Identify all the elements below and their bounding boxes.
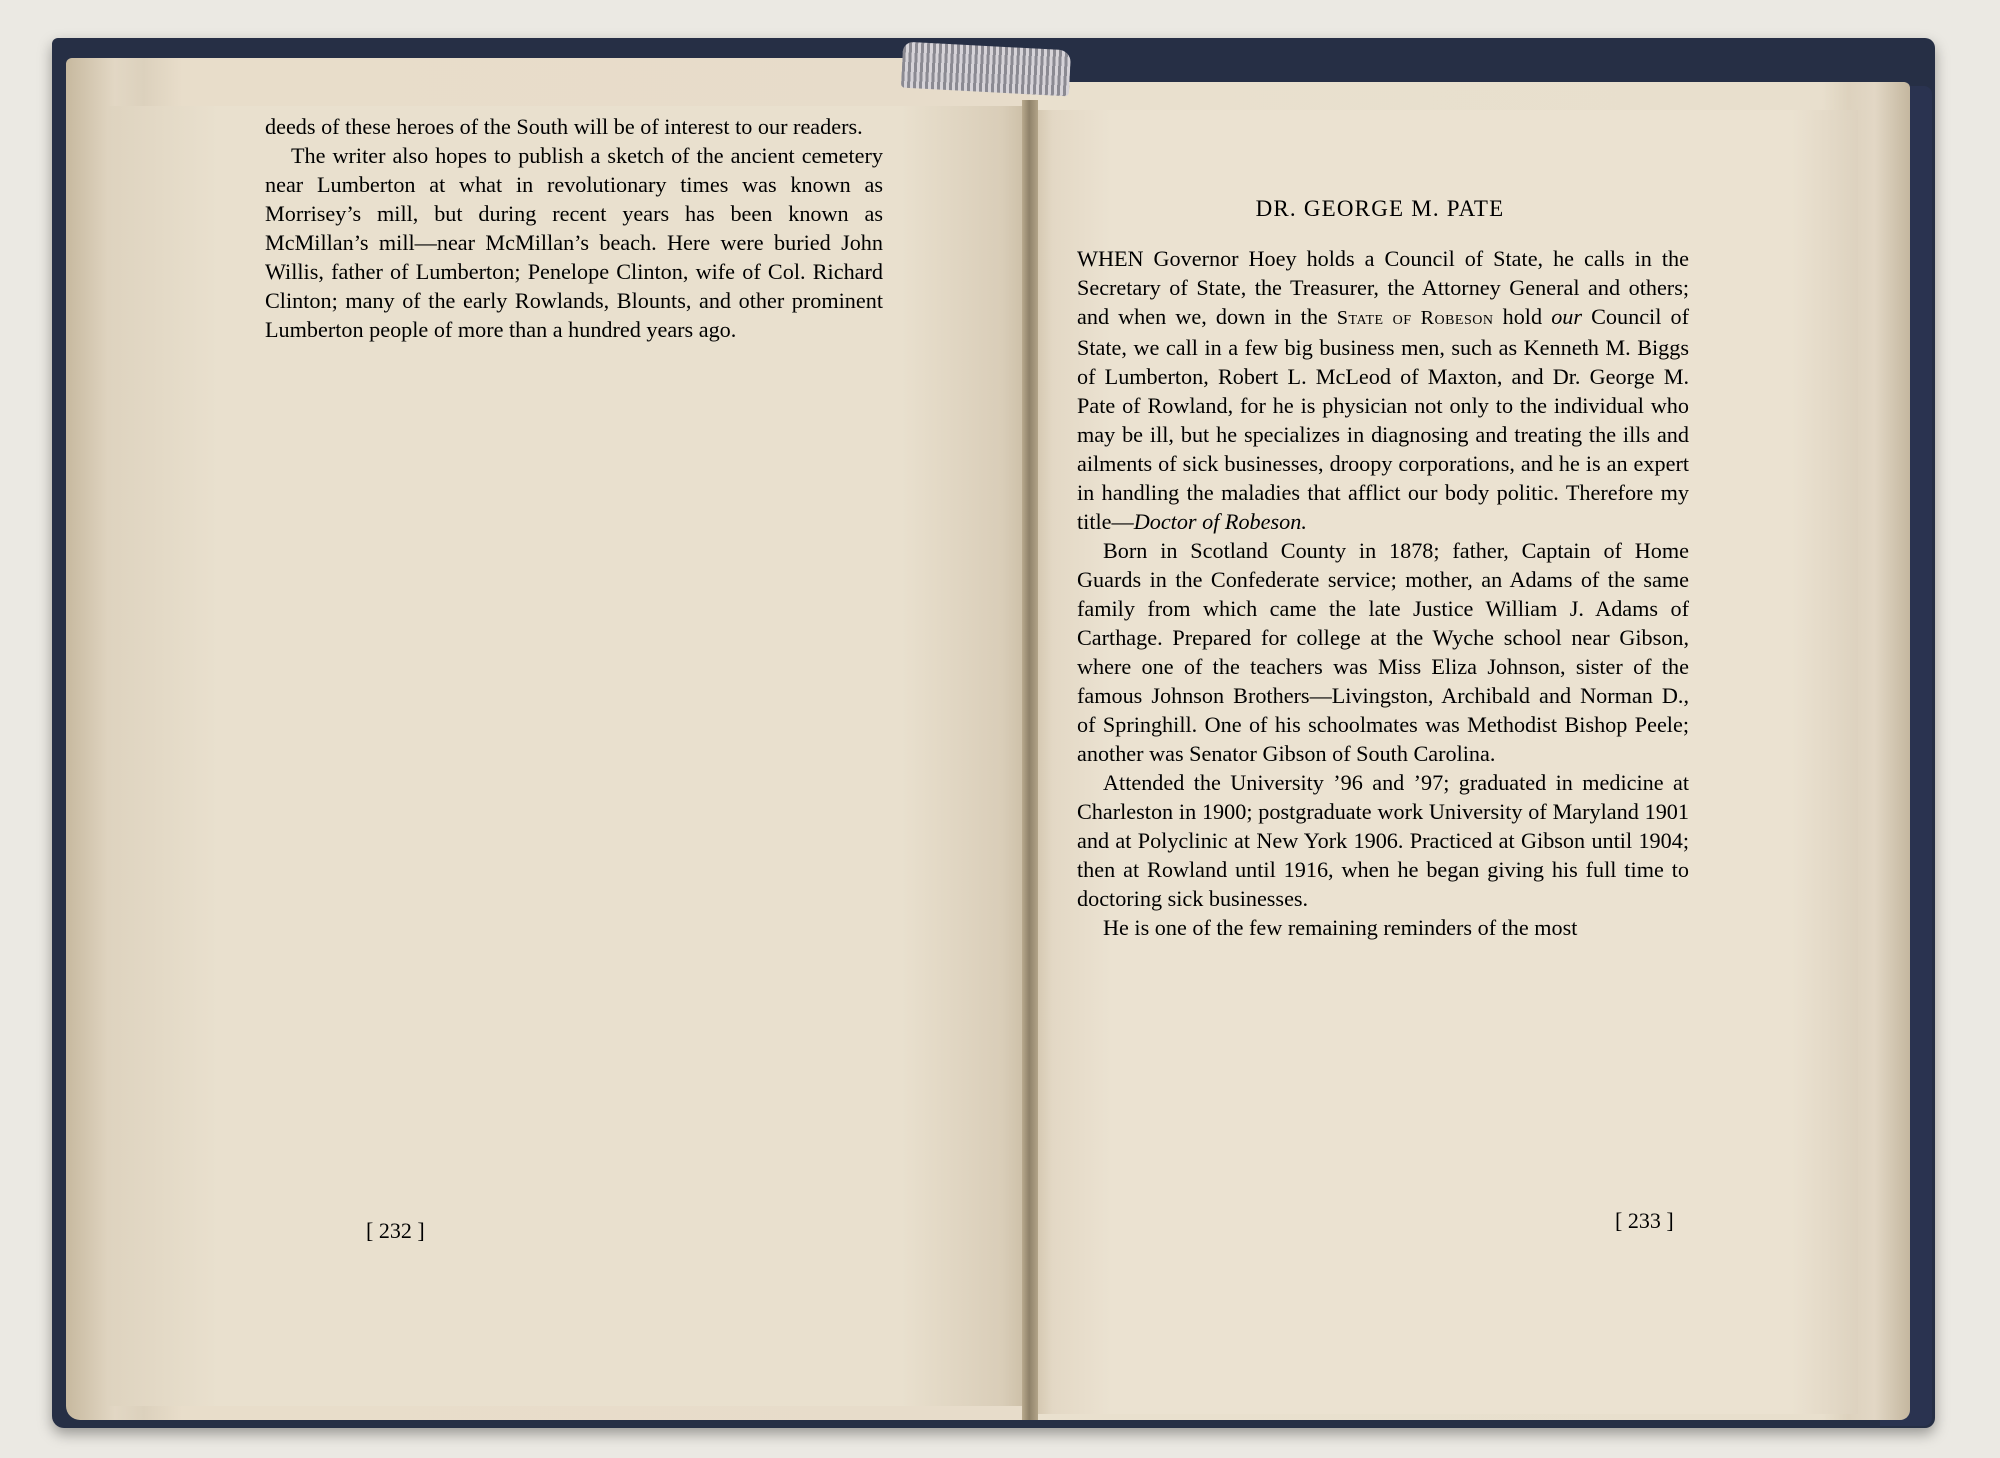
text-run: Council of State, we call in a few big business men, such as Kenneth M. Biggs of Lumberton, Robert L. McLeod of Maxton, and Dr. George M. Pate of Rowland, for he is physician not only to the individual who may be ill, but he specializes in diagnosing and treating the ills and ailments of sick businesses, droopy corporations, and he is an expert in handling the maladies that afflict our body politic. Therefore my title— bbox=[1077, 304, 1689, 534]
book-gutter bbox=[1022, 100, 1038, 1420]
page-number: [ 233 ] bbox=[1615, 1208, 1674, 1233]
paragraph: Attended the University ’96 and ’97; graduated in medicine at Charleston in 1900; postgraduate work University of Maryland 1901 and at Polyclinic at New York 1906. Practiced at Gibson until 1904; then at Rowland until 1916, when he began giving his full time to doctoring sick businesses. bbox=[1077, 770, 1689, 911]
right-page-text bbox=[1077, 244, 1689, 942]
small-caps-text: State of Robeson bbox=[1336, 307, 1494, 329]
paragraph: Born in Scotland County in 1878; father, Captain of Home Guards in the Confederate service; mother, an Adams of the same family from which came the late Justice William J. Adams of Carthage. Prepared for college at the Wyche school near Gibson, where one of the teachers was Miss Eliza Johnson, sister of the famous Johnson Brothers—Livingston, Archibald and Norman D., of Springhill. One of his schoolmates was Methodist Bishop Peele; another was Senator Gibson of South Carolina. bbox=[1077, 538, 1689, 766]
italic-text: our bbox=[1551, 304, 1583, 329]
left-page-text bbox=[265, 112, 883, 344]
paragraph: deeds of these heroes of the South will be of interest to our readers. bbox=[265, 114, 863, 139]
chapter-title: DR. GEORGE M. PATE bbox=[1255, 196, 1505, 221]
headband bbox=[901, 42, 1071, 97]
text-run: WHEN Governor Hoey holds a Council of State, he calls in the Secretary of State, the Treasurer, the Attorney General and others; and when we, down in the bbox=[1077, 246, 1689, 329]
paragraph: He is one of the few remaining reminders of the most bbox=[1103, 915, 1578, 940]
italic-title: Doctor of Robeson. bbox=[1133, 509, 1307, 534]
paragraph: The writer also hopes to publish a sketch of the ancient cemetery near Lumberton at what in revolutionary times was known as Morrisey’s mill, but during recent years has been known as McMillan’s mill—near McMillan’s beach. Here were buried John Willis, father of Lumberton; Penelope Clinton, wife of Col. Richard Clinton; many of the early Rowlands, Blounts, and other prominent Lumberton people of more than a hundred years ago. bbox=[265, 143, 883, 342]
paragraph bbox=[1077, 244, 1689, 536]
text-run: hold bbox=[1493, 304, 1552, 329]
page-number: [ 232 ] bbox=[366, 1218, 425, 1243]
